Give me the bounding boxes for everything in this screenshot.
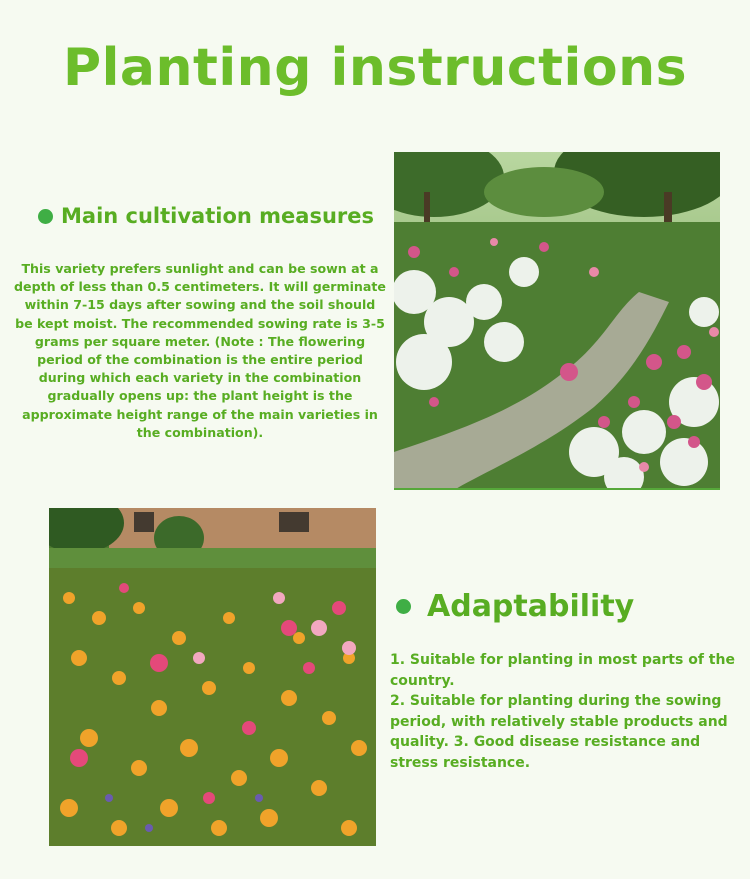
- adaptability-text: [390, 650, 735, 773]
- page-title: Planting instructions: [62, 38, 688, 98]
- adaptability-heading: [396, 589, 634, 624]
- adaptability-heading-text: Adaptability: [427, 589, 635, 624]
- cultivation-heading-text: Main cultivation measures: [61, 204, 374, 228]
- bullet-dot-icon: [396, 599, 411, 614]
- cultivation-heading: [38, 204, 374, 228]
- wildflower-garden-photo: [49, 508, 376, 846]
- bullet-dot-icon: [38, 209, 53, 224]
- flower-path-photo: [394, 152, 720, 490]
- adaptability-line-2: 2. Suitable for planting during the sowing period, with relatively stable products and quality. 3. Good disease resistance and stress resistance.: [390, 693, 728, 771]
- adaptability-line-1: 1. Suitable for planting in most parts of the country.: [390, 652, 735, 689]
- cultivation-text: This variety prefers sunlight and can be sown at a depth of less than 0.5 centimeters. It will germinate within 7-15 days after sowing and the soil should be kept moist. The recommended sowing rate is 3-5 grams per square meter. (Note : The flowering period of the combination is the entire period during which each variety in the combination gradually opens up: the plant height is the approximate height range of the main varieties in the combination).: [14, 261, 386, 440]
